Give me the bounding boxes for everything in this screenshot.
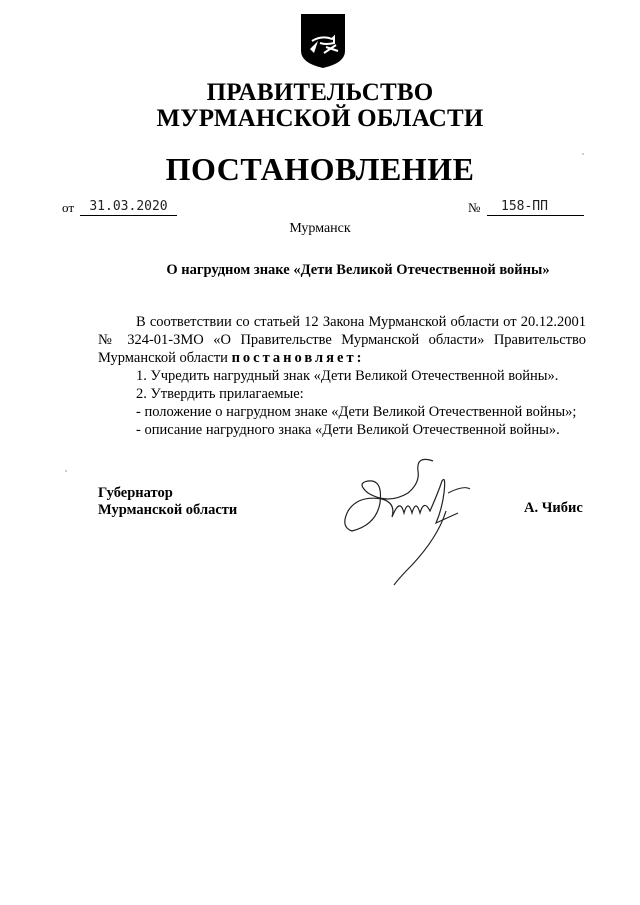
- preamble-region: Мурманской области: [98, 350, 228, 366]
- document-number: 158-ПП: [487, 199, 584, 216]
- document-subject: О нагрудном знаке «Дети Великой Отечественной войны»: [166, 262, 550, 278]
- document-body: [98, 313, 586, 439]
- preamble: В соответствии со статьей 12 Закона Мурманской области от 20.12.2001 № 324-01-ЗМО «О Правительстве Мурманской области» Правительство: [98, 314, 586, 348]
- signatory-name: А. Чибис: [524, 500, 583, 516]
- item-1: 1. Учредить нагрудный знак «Дети Великой Отечественной войны».: [136, 368, 559, 384]
- org-title-line2: МУРМАНСКОЙ ОБЛАСТИ: [156, 105, 484, 132]
- scan-speck: [582, 153, 584, 155]
- item-2: 2. Утвердить прилагаемые:: [136, 386, 304, 402]
- signatory-position-line2: Мурманской области: [98, 502, 238, 518]
- item-2a: - положение о нагрудном знаке «Дети Великой Отечественной войны»;: [136, 404, 577, 420]
- preamble-end: [98, 349, 586, 367]
- handwritten-signature: [338, 453, 488, 593]
- signatory-position: [98, 485, 237, 519]
- org-title-line1: ПРАВИТЕЛЬСТВО: [206, 79, 434, 106]
- signatory-position-line1: Губернатор: [98, 485, 173, 501]
- city: Мурманск: [289, 221, 351, 236]
- date-prefix: от: [62, 200, 75, 215]
- number-prefix: №: [468, 200, 481, 215]
- document-date: 31.03.2020: [80, 199, 177, 216]
- document-type: ПОСТАНОВЛЕНИЕ: [165, 151, 475, 187]
- scan-speck: [65, 470, 67, 472]
- coat-of-arms-icon: [300, 13, 346, 69]
- item-2b: - описание нагрудного знака «Дети Великой Отечественной войны».: [136, 422, 560, 438]
- resolves-word: постановляет:: [231, 350, 365, 366]
